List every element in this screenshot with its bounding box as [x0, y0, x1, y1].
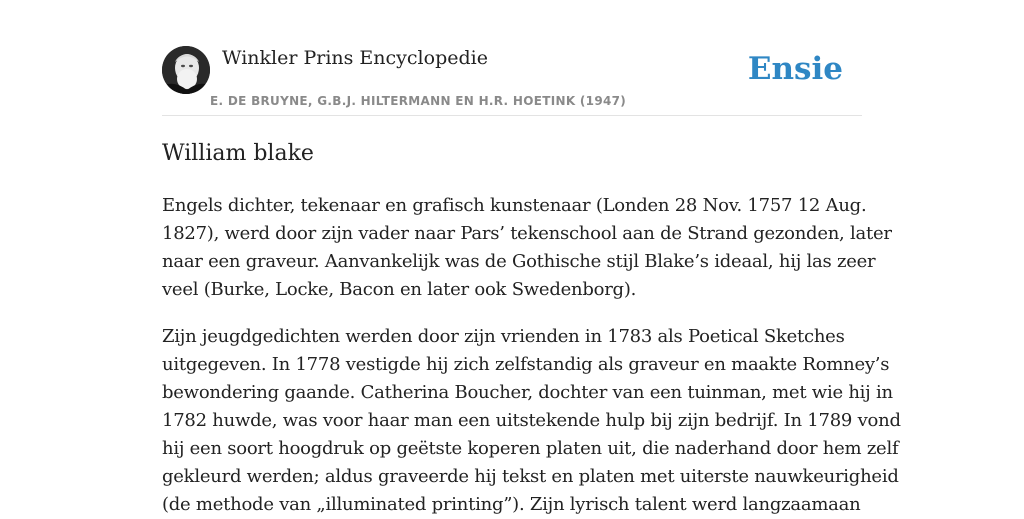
- paragraph-line: (de methode van „illuminated printing”). Zijn lyrisch talent werd langzaamaan: [162, 494, 861, 515]
- brand-logo[interactable]: Ensie: [747, 51, 843, 87]
- source-header: [162, 0, 862, 116]
- paragraph-line: 1827), werd door zijn vader naar Pars’ tekenschool aan de Strand gezonden, later: [162, 223, 892, 244]
- paragraph-line: Engels dichter, tekenaar en grafisch kunstenaar (Londen 28 Nov. 1757 12 Aug.: [162, 195, 867, 216]
- article-paragraph: [162, 192, 892, 304]
- paragraph-line: Zijn jeugdgedichten werden door zijn vrienden in 1783 als Poetical Sketches: [162, 326, 845, 347]
- paragraph-line: 1782 huwde, was voor haar man een uitstekende hulp bij zijn bedrijf. In 1789 vond: [162, 410, 901, 431]
- paragraph-line: veel (Burke, Locke, Bacon en later ook Swedenborg).: [162, 279, 637, 300]
- source-authors: E. DE BRUYNE, G.B.J. HILTERMANN EN H.R. HOETINK (1947): [210, 94, 627, 108]
- article-paragraph: [162, 323, 901, 519]
- article-title: William blake: [162, 141, 314, 166]
- paragraph-line: uitgegeven. In 1778 vestigde hij zich zelfstandig als graveur en maakte Romney’s: [162, 354, 890, 375]
- source-title[interactable]: Winkler Prins Encyclopedie: [222, 47, 488, 69]
- page: [162, 0, 901, 515]
- avatar: [162, 46, 210, 94]
- paragraph-line: hij een soort hoogdruk op geëtste koperen platen uit, die naderhand door hem zelf: [162, 438, 899, 459]
- paragraph-line: naar een graveur. Aanvankelijk was de Gothische stijl Blake’s ideaal, hij las zeer: [162, 251, 876, 272]
- paragraph-line: gekleurd werden; aldus graveerde hij tekst en platen met uiterste nauwkeurigheid: [162, 466, 899, 487]
- paragraph-line: bewondering gaande. Catherina Boucher, dochter van een tuinman, met wie hij in: [162, 382, 893, 403]
